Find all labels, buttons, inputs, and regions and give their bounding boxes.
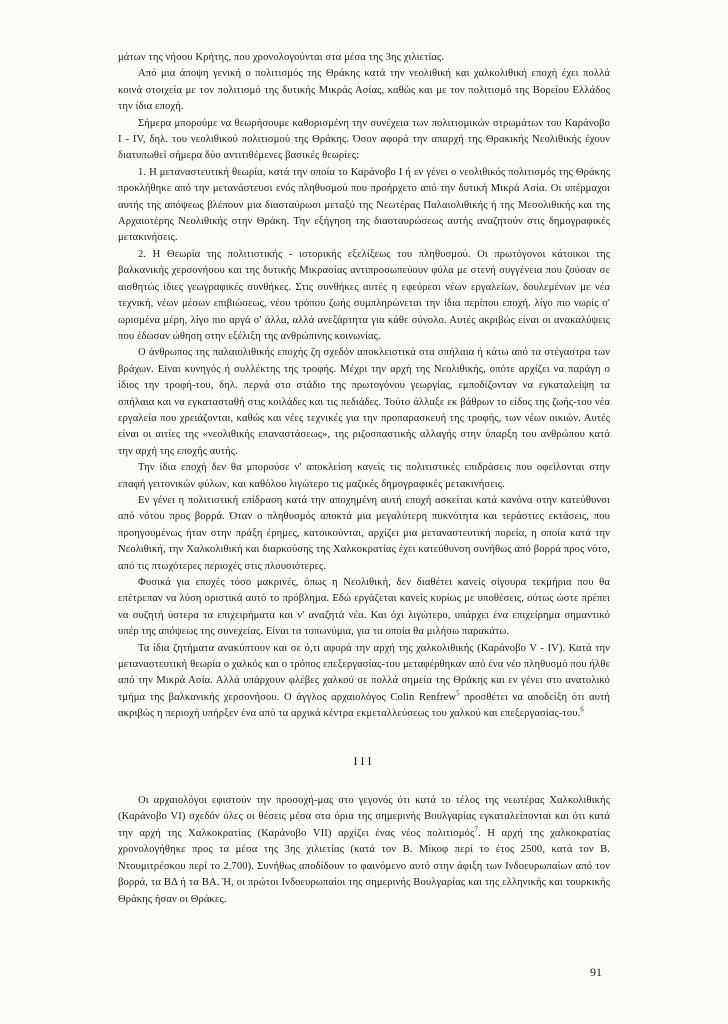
paragraph-text: προσθέτει να αποδείξη ότι αυτή ακριβώς η περιοχή υπήρξεν ένα από τα αρχικά κέντρα εκμεταλλεύσεως του χαλκού και επεξεργασίας-του. (118, 691, 610, 720)
paragraph: Την ίδια εποχή δεν θα μπορούσε ν' αποκλείση κανείς τις πολιτιστικές επιδράσεις που οφείλονται στην επαφή γειτονικών φύλων, και καθόλου λιγώτερο τις μαζικές δημογραφικές μετακινήσεις. (118, 462, 610, 490)
paragraph: Σήμερα μπορούμε να θεωρήσουμε καθορισμένη την συνέχεια των πολιτισμικών στρωμάτων του Καράνοβο I - IV, δηλ. του νεολιθικού πολιτισμού της Θράκης. Όσον αφορά την απαρχή της Θρακικής Νεολιθικής έχουν διατυπωθεί σήμερα δύο αντιτιθέμενες βασικές θεωρίες: (118, 117, 610, 162)
section-heading: III (353, 753, 375, 768)
paragraph: 2. Η Θεωρία της πολιτιστικής - ιστορικής εξελίξεως του πληθυσμού. Οι πρωτόγονοι κάτοικοι της βαλκανικής χερσονήσου και της δυτικής Μικρασίας αντιπροσωπεύουν φύλα με στενή συγγένεια που ζούσαν σε αισθητώς ίδιες γεωγραφικές συνθήκες. Στις συνθήκες αυτές η εφεύρεσι νέων εργαλείων, δουλεμένων με νέα τεχνική, νέων μέσων επιβιώσεως, νέου τρόπου ζωής συμπληρώνεται την ίδια περίπου εποχή. λίγο πιο νωρίς σ' ωρισμένα μέρη, λίγο πιο αργά σ' άλλα, αλλά ανεξάρτητα για κάθε σύνολο. Αυτές ακριβώς είναι οι ανακαλύψεις που έδωσαν ώθηση στην εξέλιξη της ανθρώπινης κοινωνίας. (118, 248, 610, 342)
paragraph (118, 793, 610, 908)
paragraph-text: Οι αρχαιολόγοι εφιστούν την προσοχή-μας στο γεγονός ότι κατά το τέλος της νεωτέρας Χαλκολιθικής (Καράνοβο VI) σχεδόν όλες οι θέσεις μέσα στα όρια της σημερινής Βουλγαρίας εγκαταλείπονται και ότι κατά την αρχή της Χαλκοκρατίας (Καράνοβο VII) αρχίζει ένας νέος πολιτισμός (118, 795, 610, 839)
paragraph: Εν γένει η πολιτιστική επίδραση κατά την αποχημένη αυτή εποχή ασκείται κατά κανόνα στην κατεύθυνσι από νότου προς βορρά. Όταν ο πληθυσμός αποκτά μια μεγαλύτερη πυκνότητα και τεράστιες εκτάσεις, που προηγουμένως ήταν στην πράξη έρημες, κατοικούνται, αρχίζει μια μεταναστευτική πορεία, η οποία κατά την Νεολιθική, την Χαλκολιθική και διαρκούσης της Χαλκοκρατίας έχει κατεύθυνση συνήθως από βορρά προς νότο, από τις πτωχότερες περιοχές στις πλουσιότερες. (118, 494, 610, 572)
paragraph-text: . Η αρχή της χαλκοκρατίας χρονολογήθηκε προς τα μέσα της 3ης χιλιετίας (κατά τον Β. Μίκοφ περί το έτος 2500, κατά τον Β. Ντουμιτρέσκου περί το 2.700). Συνήθως αποδίδουν το φαινόμενο αυτό στην άφιξη των Ινδοευρωπαίων από τον βορρά, τα ΒΔ ή τα ΒΑ. Ή, οι πρώτοι Ινδοευρωπαίοι της σημερινής Βουλγαρίας και της ελληνικής και τουρκικής Θράκης ήσαν οι Θράκες. (118, 827, 610, 905)
paragraph: 1. Η μεταναστευτική θεωρία, κατά την οποία το Καράνοβο I ή εν γένει ο νεολιθικός πολιτισμός της Θράκης προκλήθηκε από την μετανάστευσι ενός πληθυσμού που προήρχετο από την δυτική Μικρά Ασία. Οι υπέρμαχοι αυτής της απόψεως βλέπουν μια διασταύρωσι μεταξύ της Νεωτέρας Παλαιολιθικής ή της Μεσολιθικής και της Αρχαιοτέρης Νεολιθικής στην Θράκη. Την εξήγηση της διασταυρώσεως αυτής αναζητούν στις δημογραφικές μετακινήσεις. (118, 166, 610, 244)
page-number: 91 (590, 965, 602, 979)
paragraph: Φυσικά για εποχές τόσο μακρινές, όπως η Νεολιθική, δεν διαθέτει κανείς σίγουρα τεκμήρια που θα επέτρεπαν να λύση οριστικά αυτό το πρόβλημα. Εδώ εργάζεται κανείς κυρίως με υποθέσεις, ούτως ώστε πρέπει να συζητή ύστερα τα επιχειρήματα και ν' αναζητά νέα. Και όχι λιγώτερο, υπάρχει ένα επιχείρημα σημαντικό υπέρ της απόψεως της συνεχείας. Είναι τα τοπωνύμια, για τα οποία θα μιλήσω παρακάτω. (118, 577, 610, 638)
paragraph: Από μια άποψη γενική ο πολιτισμός της Θράκης κατά την νεολιθική και χαλκολιθική εποχή έχει πολλά κοινά στοιχεία με τον πολιτισμό της δυτικής Μικράς Ασίας, καθώς και με τον πολιτισμό της Βορείου Ελλάδος την ίδια εποχή. (118, 68, 610, 113)
paragraph: Ο άνθρωπος της παλαιολιθικής εποχής ζη σχεδόν αποκλειστικά στα σπήλαια ή κάτω από τα στέγαστρα των βράχων. Είναι κυνηγός ή συλλέκτης της τροφής. Μέχρι την αρχή της Νεολιθικής, οπότε αρχίζει να παράγη ο ίδιος την τροφή-του, δηλ. περνά στο στάδιο της πρωτογόνου γεωργίας, εμποδίζονταν να εγκαταλείψη τα σπήλαια και να εγκατασταθή στις κοιλάδες και τις πεδιάδες. Τούτο άλλαξε εκ βάθρων το είδος της ζωής-του νέα εργαλεία που χρειάζονται, καθώς και νέες τεχνικές για την προπαρασκευή της τροφής, των νέων οικιών. Αυτές είναι οι αιτίες της «νεολιθικής επαναστάσεως», της ριζοσπαστικής αλλαγής στην ύπαρξη του ανθρώπου κατά την αρχή της εποχής αυτής. (118, 347, 610, 457)
paragraph-text: Τα ίδια ζητήματα ανακύπτουν και σε ό,τι αφορά την αρχή της χαλκολιθικής (Καράνοβο V - IV). Κατά την μεταναστευτική θεωρία ο χαλκός και ο τρόπος επεξεργασίας-του μεταφέρθηκαν από ένα νέο πληθυσμό που ήλθε από την Μικρά Ασία. Αλλά υπάρχουν φλέβες χαλκού σε πολλά σημεία της Θράκης και εν γένει στο ανατολικό τμήμα της βαλκανικής χερσονήσου. Ο άγγλος αρχαιολόγος Colin Renfrew (118, 642, 610, 703)
footnote-marker: 7 (474, 825, 478, 834)
paragraph (118, 641, 610, 723)
footnote-marker: 6 (580, 705, 584, 714)
paragraph: μάτων της νήσου Κρήτης, που χρονολογούνται στα μέσα της 3ης χιλιετίας. (118, 52, 445, 63)
body-text (118, 50, 610, 908)
footnote-marker: 5 (456, 689, 460, 698)
